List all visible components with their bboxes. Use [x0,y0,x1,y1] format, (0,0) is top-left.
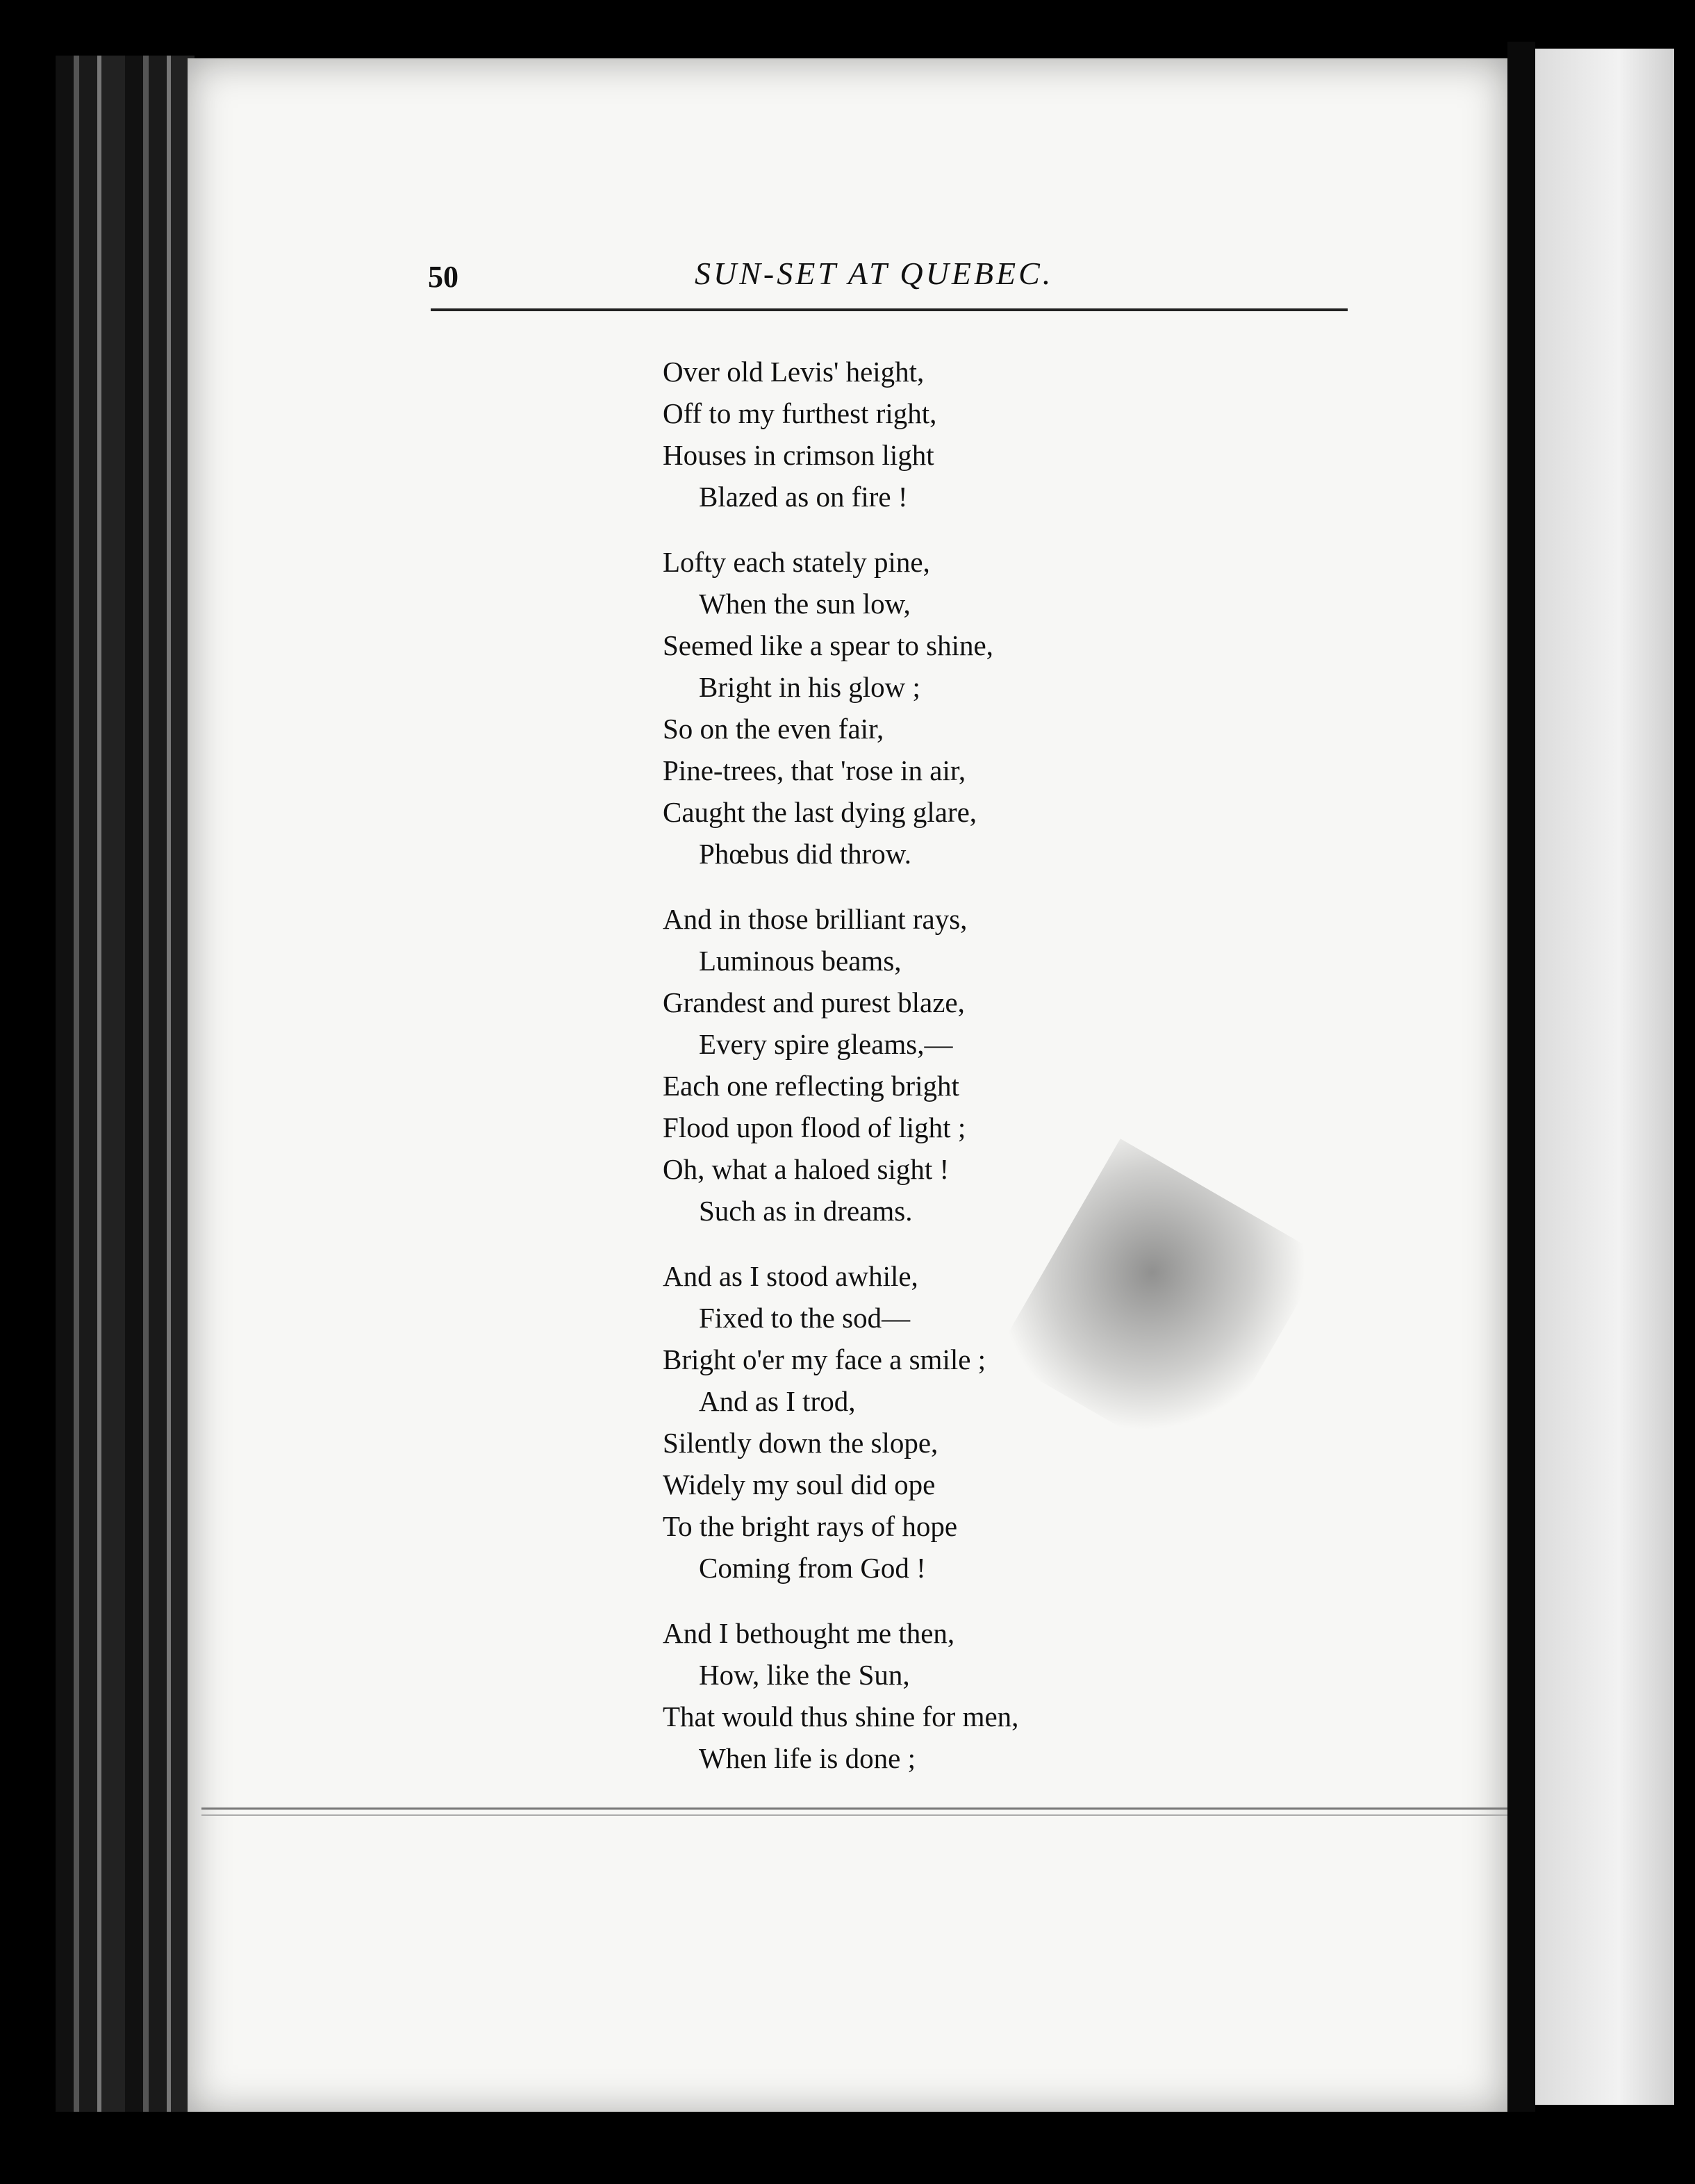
poem-line: Luminous beams, [699,945,902,977]
poem-line: How, like the Sun, [699,1659,910,1691]
poem-line: Widely my soul did ope [663,1469,936,1500]
poem-line: Grandest and purest blaze, [663,986,965,1018]
poem-line: When life is done ; [699,1742,916,1774]
poem-line: Fixed to the sod— [699,1302,911,1334]
poem-line: Caught the last dying glare, [663,796,977,828]
poem-text [663,351,1427,1803]
stanza [663,1612,1427,1779]
poem-line: And as I stood awhile, [663,1260,918,1292]
poem-line: Oh, what a haloed sight ! [663,1153,950,1185]
poem-line: Every spire gleams,— [699,1028,953,1060]
scan-border-top [0,0,1695,58]
bottom-rule-secondary [201,1814,1507,1816]
bottom-rule [201,1807,1507,1810]
poem-line: Such as in dreams. [699,1195,913,1227]
page-gutter [1507,42,1535,2126]
poem-line: Phœbus did throw. [699,838,911,870]
adjacent-page-edge [1535,49,1674,2105]
poem-line: Blazed as on fire ! [699,481,908,513]
poem-line: Silently down the slope, [663,1427,939,1459]
header-rule [431,308,1348,311]
stanza [663,1255,1427,1589]
poem-line: Pine-trees, that 'rose in air, [663,754,966,786]
stanza [663,541,1427,875]
book-binding [56,56,195,2112]
poem-line: And in those brilliant rays, [663,903,968,935]
poem-line: Seemed like a spear to shine, [663,629,993,661]
poem-line: Off to my furthest right, [663,397,937,429]
poem-line: That would thus shine for men, [663,1701,1019,1732]
poem-line: And I bethought me then, [663,1617,955,1649]
poem-line: Bright o'er my face a smile ; [663,1343,986,1375]
poem-line: Flood upon flood of light ; [663,1111,966,1143]
scan-border-bottom [0,2112,1695,2184]
poem-line: And as I trod, [699,1385,856,1417]
stanza [663,898,1427,1232]
running-title: SUN-SET AT QUEBEC. [695,256,1054,291]
poem-line: So on the even fair, [663,713,884,745]
poem-line: Lofty each stately pine, [663,546,930,578]
poem-line: When the sun low, [699,588,911,620]
poem-line: Coming from God ! [699,1552,926,1584]
poem-line: Bright in his glow ; [699,671,920,703]
poem-line: Each one reflecting bright [663,1070,959,1102]
page-number: 50 [428,260,458,294]
poem-line: Houses in crimson light [663,439,934,471]
poem-line: Over old Levis' height, [663,356,925,388]
poem-line: To the bright rays of hope [663,1510,958,1542]
page-header [417,247,1348,309]
stanza [663,351,1427,518]
